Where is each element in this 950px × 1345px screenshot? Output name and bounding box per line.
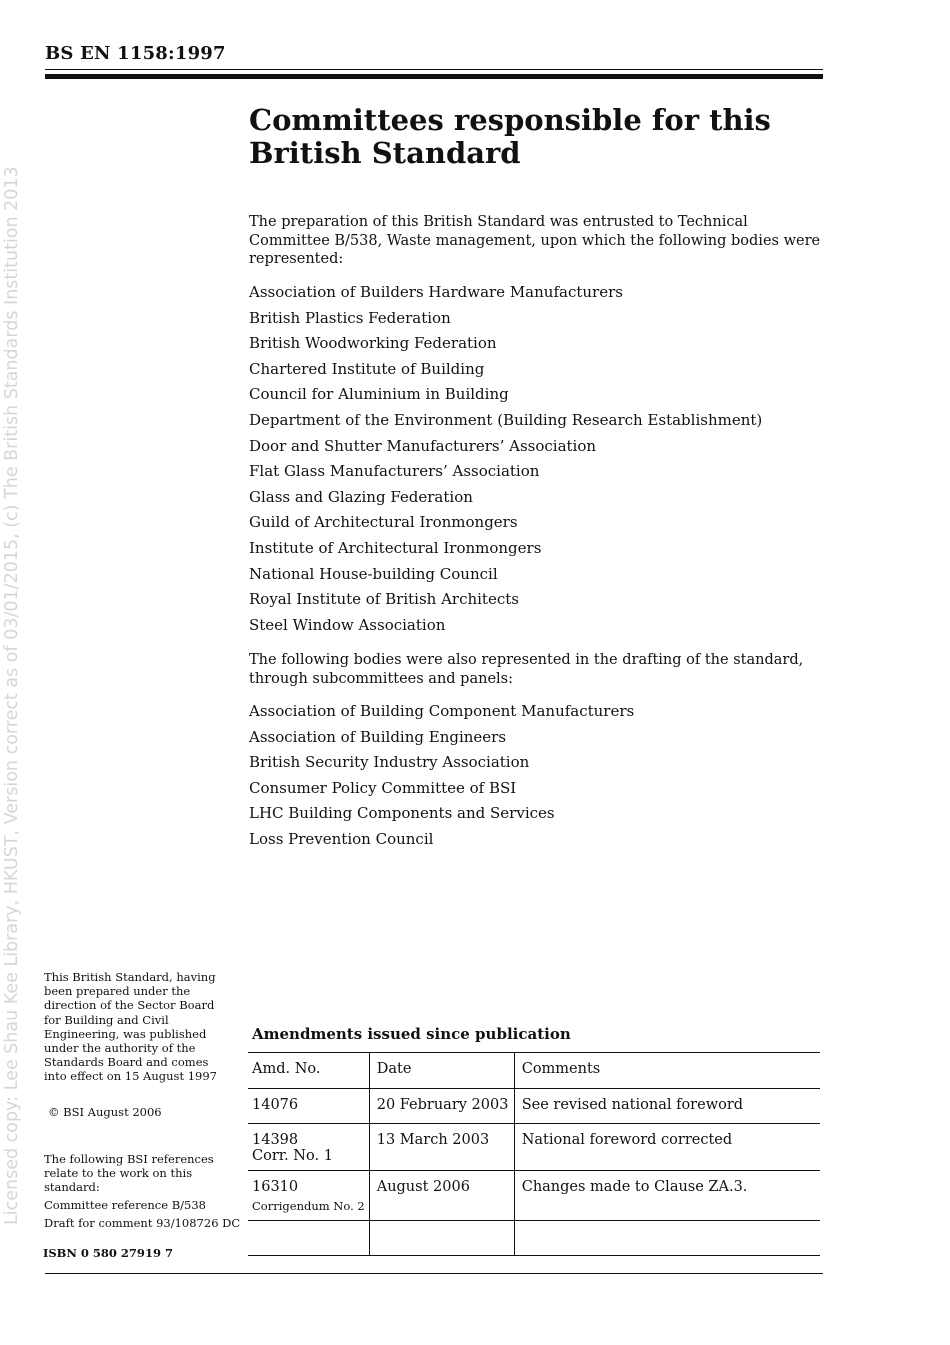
copyright-notice: © BSI August 2006 (48, 1105, 162, 1119)
bsi-references-intro: The following BSI references relate to the work on this standard: (44, 1152, 214, 1195)
table-header-row (248, 1053, 820, 1089)
list-item: Council for Aluminium in Building (249, 385, 509, 404)
footer-rule (45, 1273, 823, 1274)
list-item: Glass and Glazing Federation (249, 487, 473, 506)
table-row (248, 1089, 820, 1124)
draft-reference: Draft for comment 93/108726 DC (44, 1216, 241, 1230)
represented-bodies-list (249, 280, 762, 638)
list-item: Chartered Institute of Building (249, 359, 485, 378)
list-item: British Security Industry Association (249, 753, 530, 772)
list-item: Guild of Architectural Ironmongers (249, 513, 518, 532)
list-item: Steel Window Association (249, 615, 446, 634)
list-item: Association of Building Engineers (249, 727, 507, 746)
empty-cell (369, 1221, 514, 1256)
amd-number-cell (248, 1089, 369, 1124)
amd-subtitle: Corr. No. 1 (252, 1148, 333, 1164)
header-rule-thin (45, 69, 823, 70)
comments-cell: Changes made to Clause ZA.3. (514, 1171, 820, 1221)
list-item: Loss Prevention Council (249, 829, 434, 848)
column-header-comments: Comments (514, 1053, 820, 1089)
page-title (249, 104, 771, 170)
empty-cell (248, 1221, 369, 1256)
column-header-date: Date (369, 1053, 514, 1089)
document-code: BS EN 1158:1997 (45, 43, 226, 64)
comments-cell: National foreword corrected (514, 1124, 820, 1171)
list-item: Flat Glass Manufacturers’ Association (249, 462, 540, 481)
list-item: Department of the Environment (Building Research Establishment) (249, 410, 763, 429)
table-row (248, 1221, 820, 1256)
list-item: Door and Shutter Manufacturers’ Association (249, 436, 597, 455)
empty-cell (514, 1221, 820, 1256)
list-item: Association of Building Component Manufacturers (249, 702, 635, 720)
date-cell: August 2006 (369, 1171, 514, 1221)
table-row (248, 1171, 820, 1221)
column-header-amd-no: Amd. No. (248, 1053, 369, 1089)
amd-number-cell (248, 1124, 369, 1171)
amendments-heading: Amendments issued since publication (252, 1025, 571, 1043)
list-item: British Plastics Federation (249, 308, 451, 327)
also-bodies-list (249, 699, 634, 853)
list-item: National House-building Council (249, 564, 498, 583)
publication-note: This British Standard, having been prepared under the direction of the Sector Board for Building and Civil Engineering, was published under the authority of the Standards Board and comes into effect on 15 August 1997 (44, 970, 217, 1084)
date-cell: 13 March 2003 (369, 1124, 514, 1171)
license-watermark: Licensed copy: Lee Shau Kee Library, HKUST, Version correct as of 03/01/2015, (c) The British Standards Institution 2013 (2, 166, 22, 1225)
list-item: LHC Building Components and Services (249, 804, 555, 823)
list-item: Association of Builders Hardware Manufacturers (249, 283, 623, 301)
list-item: Institute of Architectural Ironmongers (249, 538, 542, 557)
amd-number: 16310 (252, 1179, 299, 1195)
intro-paragraph: The preparation of this British Standard was entrusted to Technical Committee B/538, Waste management, upon which the following bodies were represented: (249, 214, 821, 267)
table-row (248, 1124, 820, 1171)
committee-reference: Committee reference B/538 (44, 1198, 206, 1212)
page-title-line-2: British Standard (249, 136, 521, 170)
page-title-line-1: Committees responsible for this (249, 103, 771, 137)
date-cell: 20 February 2003 (369, 1089, 514, 1124)
amd-number-cell (248, 1171, 369, 1221)
header-rule-thick (45, 74, 823, 79)
also-represented-paragraph: The following bodies were also represented in the drafting of the standard, through subcommittees and panels: (249, 652, 804, 687)
list-item: Royal Institute of British Architects (249, 590, 519, 609)
amd-number: 14398 (252, 1132, 299, 1148)
list-item: Consumer Policy Committee of BSI (249, 778, 517, 797)
isbn: ISBN 0 580 27919 7 (43, 1246, 173, 1260)
amd-subtitle: Corrigendum No. 2 (252, 1199, 365, 1213)
amendments-table (248, 1052, 820, 1256)
comments-cell: See revised national foreword (514, 1089, 820, 1124)
list-item: British Woodworking Federation (249, 334, 497, 353)
amd-number: 14076 (252, 1097, 299, 1113)
